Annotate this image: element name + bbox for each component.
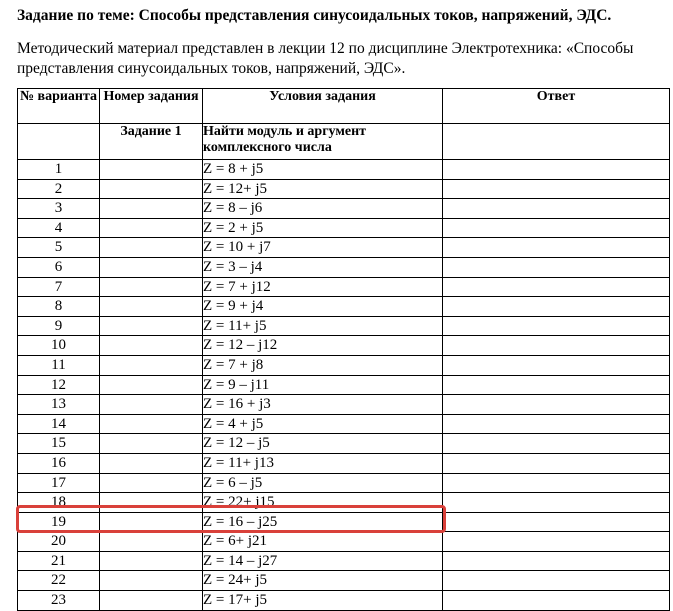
variant-number: 11: [18, 355, 100, 375]
answer-cell[interactable]: [443, 375, 670, 395]
task-number-cell: [100, 179, 203, 199]
condition-cell: Z = 7 + j8: [203, 355, 443, 375]
table-row: [18, 532, 670, 552]
variant-number: 7: [18, 277, 100, 297]
task-instruction: Найти модуль и аргумент комплексного числа: [203, 124, 443, 160]
variant-number: 5: [18, 238, 100, 258]
task-number-cell: [100, 473, 203, 493]
task-label: Задание 1: [100, 124, 203, 160]
header-row: [18, 89, 670, 124]
condition-cell: Z = 10 + j7: [203, 238, 443, 258]
table-row: [18, 493, 670, 513]
table-row: [18, 453, 670, 473]
variant-number: 4: [18, 218, 100, 238]
answer-cell[interactable]: [443, 336, 670, 356]
variant-number: 1: [18, 160, 100, 180]
variant-number: 8: [18, 297, 100, 317]
table-row: [18, 473, 670, 493]
variant-number: 9: [18, 316, 100, 336]
condition-cell: Z = 2 + j5: [203, 218, 443, 238]
task-number-cell: [100, 375, 203, 395]
task-number-cell: [100, 355, 203, 375]
answer-cell[interactable]: [443, 179, 670, 199]
answer-cell[interactable]: [443, 532, 670, 552]
answer-cell[interactable]: [443, 453, 670, 473]
variant-number: 16: [18, 453, 100, 473]
table-row: [18, 336, 670, 356]
answer-cell[interactable]: [443, 434, 670, 454]
condition-cell: Z = 11+ j5: [203, 316, 443, 336]
table-row: [18, 297, 670, 317]
variant-number: 10: [18, 336, 100, 356]
task-number-cell: [100, 395, 203, 415]
table-row: [18, 375, 670, 395]
condition-cell: Z = 6 – j5: [203, 473, 443, 493]
task-number-cell: [100, 493, 203, 513]
header-answer: Ответ: [443, 89, 670, 124]
variant-number: 14: [18, 414, 100, 434]
condition-cell: Z = 7 + j12: [203, 277, 443, 297]
table-row: [18, 179, 670, 199]
variant-number: 6: [18, 257, 100, 277]
answer-cell[interactable]: [443, 218, 670, 238]
condition-cell: Z = 17+ j5: [203, 591, 443, 611]
table-row: [18, 199, 670, 219]
header-variant: № варианта: [18, 89, 100, 124]
answer-cell[interactable]: [443, 395, 670, 415]
table-row: [18, 355, 670, 375]
task-number-cell: [100, 532, 203, 552]
condition-cell: Z = 16 + j3: [203, 395, 443, 415]
variant-number: 12: [18, 375, 100, 395]
answer-cell[interactable]: [443, 297, 670, 317]
answer-cell[interactable]: [443, 316, 670, 336]
task-number-cell: [100, 512, 203, 532]
tasks-table: [17, 88, 670, 611]
condition-cell: Z = 6+ j21: [203, 532, 443, 552]
answer-cell[interactable]: [443, 551, 670, 571]
variant-number: 21: [18, 551, 100, 571]
variant-number: 17: [18, 473, 100, 493]
header-task-number: Номер задания: [100, 89, 203, 124]
task-number-cell: [100, 316, 203, 336]
task-number-cell: [100, 551, 203, 571]
answer-cell[interactable]: [443, 199, 670, 219]
task-number-cell: [100, 297, 203, 317]
header-conditions: Условия задания: [203, 89, 443, 124]
answer-cell[interactable]: [443, 591, 670, 611]
condition-cell: Z = 12 – j12: [203, 336, 443, 356]
table-row: [18, 551, 670, 571]
condition-cell: Z = 12+ j5: [203, 179, 443, 199]
task-number-cell: [100, 591, 203, 611]
condition-cell: Z = 22+ j15: [203, 493, 443, 513]
task-number-cell: [100, 414, 203, 434]
variant-number: 18: [18, 493, 100, 513]
variant-number: 19: [18, 512, 100, 532]
condition-cell: Z = 9 + j4: [203, 297, 443, 317]
answer-cell[interactable]: [443, 277, 670, 297]
answer-cell[interactable]: [443, 512, 670, 532]
table-row: [18, 571, 670, 591]
variant-number: 3: [18, 199, 100, 219]
table-row: [18, 591, 670, 611]
condition-cell: Z = 14 – j27: [203, 551, 443, 571]
subheader-empty-answer: [443, 124, 670, 160]
variant-number: 20: [18, 532, 100, 552]
task-subheader-row: [18, 124, 670, 160]
table-row: [18, 434, 670, 454]
answer-cell[interactable]: [443, 160, 670, 180]
table-row: [18, 316, 670, 336]
table-row: [18, 257, 670, 277]
variant-number: 2: [18, 179, 100, 199]
task-number-cell: [100, 218, 203, 238]
answer-cell[interactable]: [443, 414, 670, 434]
condition-cell: Z = 12 – j5: [203, 434, 443, 454]
table-row: [18, 218, 670, 238]
task-number-cell: [100, 199, 203, 219]
condition-cell: Z = 3 – j4: [203, 257, 443, 277]
answer-cell[interactable]: [443, 493, 670, 513]
table-row: [18, 160, 670, 180]
answer-cell[interactable]: [443, 257, 670, 277]
intro-paragraph: Методический материал представлен в лекции 12 по дисциплине Электротехника: «Способы представления синусоидальных токов, напряжений, ЭДС».: [17, 40, 634, 77]
variant-number: 22: [18, 571, 100, 591]
task-number-cell: [100, 434, 203, 454]
task-number-cell: [100, 336, 203, 356]
answer-cell[interactable]: [443, 473, 670, 493]
table-row: [18, 395, 670, 415]
variant-number: 23: [18, 591, 100, 611]
subheader-empty-variant: [18, 124, 100, 160]
page-heading: Задание по теме: Способы представления синусоидальных токов, напряжений, ЭДС.: [17, 7, 612, 24]
condition-cell: Z = 11+ j13: [203, 453, 443, 473]
variant-number: 15: [18, 434, 100, 454]
answer-cell[interactable]: [443, 355, 670, 375]
task-number-cell: [100, 257, 203, 277]
condition-cell: Z = 8 – j6: [203, 199, 443, 219]
answer-cell[interactable]: [443, 571, 670, 591]
task-number-cell: [100, 453, 203, 473]
task-number-cell: [100, 238, 203, 258]
task-number-cell: [100, 571, 203, 591]
condition-cell: Z = 16 – j25: [203, 512, 443, 532]
task-number-cell: [100, 160, 203, 180]
condition-cell: Z = 4 + j5: [203, 414, 443, 434]
table-row: [18, 512, 670, 532]
table-row: [18, 238, 670, 258]
variant-number: 13: [18, 395, 100, 415]
condition-cell: Z = 24+ j5: [203, 571, 443, 591]
answer-cell[interactable]: [443, 238, 670, 258]
condition-cell: Z = 8 + j5: [203, 160, 443, 180]
table-row: [18, 414, 670, 434]
condition-cell: Z = 9 – j11: [203, 375, 443, 395]
table-row: [18, 277, 670, 297]
task-number-cell: [100, 277, 203, 297]
